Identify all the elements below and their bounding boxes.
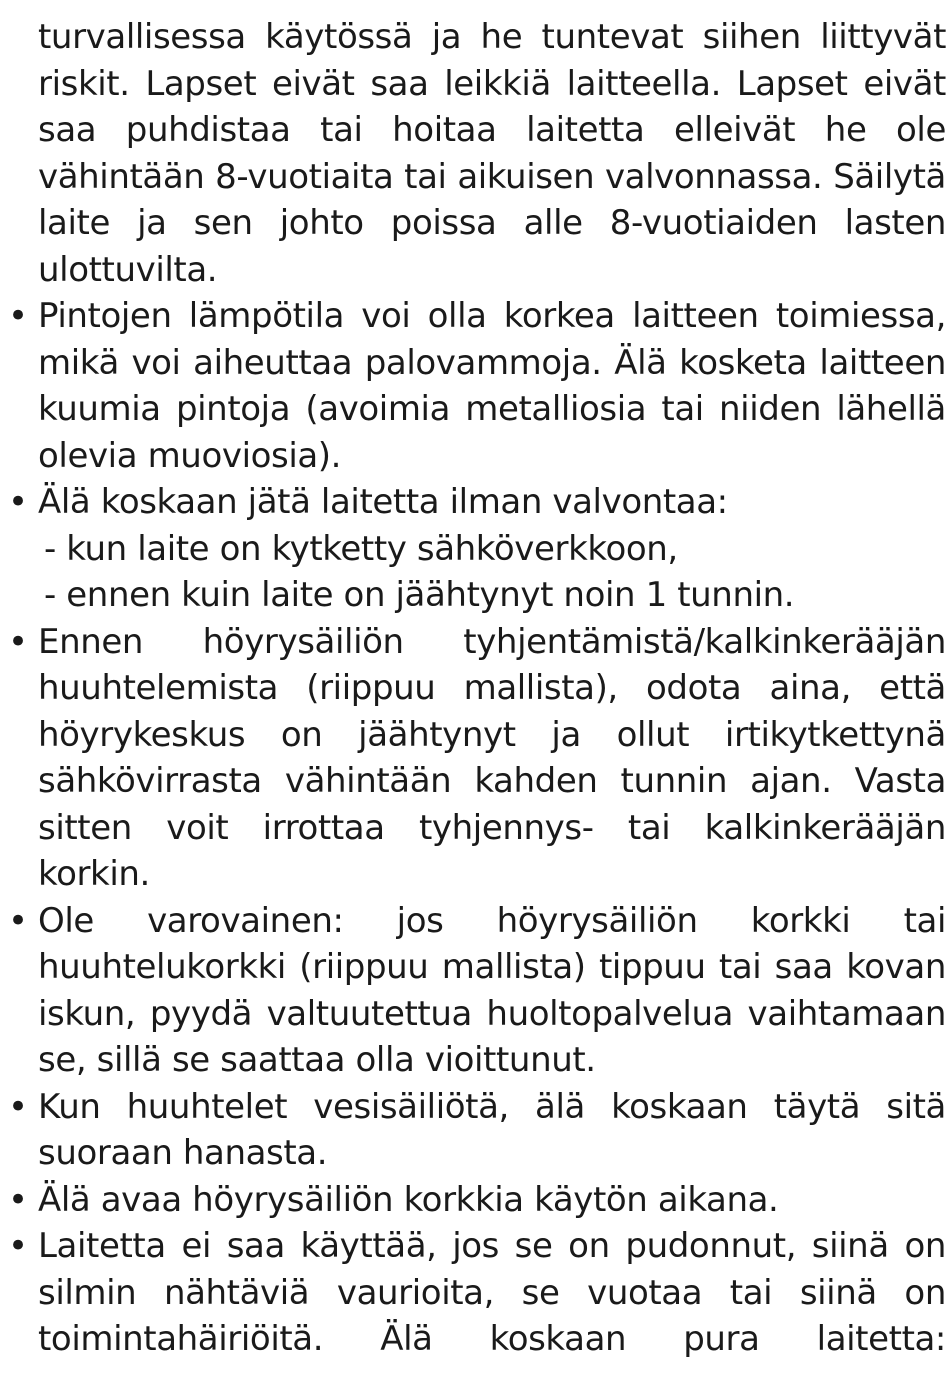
manual-page	[6, 14, 946, 1363]
bullet-item-open-cap	[6, 1177, 946, 1224]
bullet-item-surface-temperature	[6, 293, 946, 479]
bullet-text: Laitetta ei saa käyttää, jos se on pudonnut, siinä on silmin nähtäviä vaurioita, se vuotaa tai siinä on toimintahäiriöitä. Älä koskaan pura laitetta:	[38, 1226, 946, 1359]
bullet-item-rinsing-tank	[6, 1084, 946, 1177]
bullet-icon: •	[8, 296, 28, 336]
bullet-text: Älä koskaan jätä laitetta ilman valvontaa:	[38, 482, 728, 522]
bullet-text: Ennen höyrysäiliön tyhjentämistä/kalkinkerääjän huuhtelemista (riippuu mallista), odota aina, että höyrykeskus on jäähtynyt ja ollut irtikytkettynä sähkövirrasta vähintään kahden tunnin ajan. Vasta sitten voit irrottaa tyhjennys- tai kalkinkerääjän korkin.	[38, 621, 946, 894]
bullet-icon: •	[8, 1226, 28, 1266]
bullet-item-damaged-appliance	[6, 1223, 946, 1363]
bullet-item-emptying-boiler	[6, 619, 946, 898]
sub-item-cooling: - ennen kuin laite on jäähtynyt noin 1 tunnin.	[44, 575, 795, 615]
bullet-icon: •	[8, 1179, 28, 1220]
bullet-text: Älä avaa höyrysäiliön korkkia käytön aikana.	[38, 1179, 779, 1220]
bullet-text: Pintojen lämpötila voi olla korkea laitteen toimiessa, mikä voi aiheuttaa palovammoja. Älä kosketa laitteen kuumia pintoja (avoimia metalliosia tai niiden lähellä olevia muoviosia).	[38, 296, 946, 476]
bullet-icon: •	[8, 621, 28, 662]
bullet-text: Ole varovainen: jos höyrysäiliön korkki tai huuhtelukorkki (riippuu mallista) tippuu tai saa kovan iskun, pyydä valtuutettua huoltopalvelua vaihtamaan se, sillä se saattaa olla vioittunut.	[38, 900, 946, 1080]
bullet-icon: •	[8, 482, 28, 522]
intro-paragraph: turvallisessa käytössä ja he tuntevat siihen liittyvät riskit. Lapset eivät saa leikkiä laitteella. Lapset eivät saa puhdistaa tai hoitaa laitetta elleivät he ole vähintään 8-vuotiaita tai aikuisen valvonnassa. Säilytä laite ja sen johto poissa alle 8-vuotiaiden lasten ulottuvilta.	[38, 17, 946, 290]
bullet-icon: •	[8, 1086, 28, 1127]
bullet-text: Kun huuhtelet vesisäiliötä, älä koskaan täytä sitä suoraan hanasta.	[38, 1086, 946, 1173]
bullet-icon: •	[8, 900, 28, 941]
bullet-item-cap-damage	[6, 898, 946, 1084]
bullet-item-never-unattended	[6, 479, 946, 619]
sub-item-plugged-in: - kun laite on kytketty sähköverkkoon,	[44, 528, 678, 569]
